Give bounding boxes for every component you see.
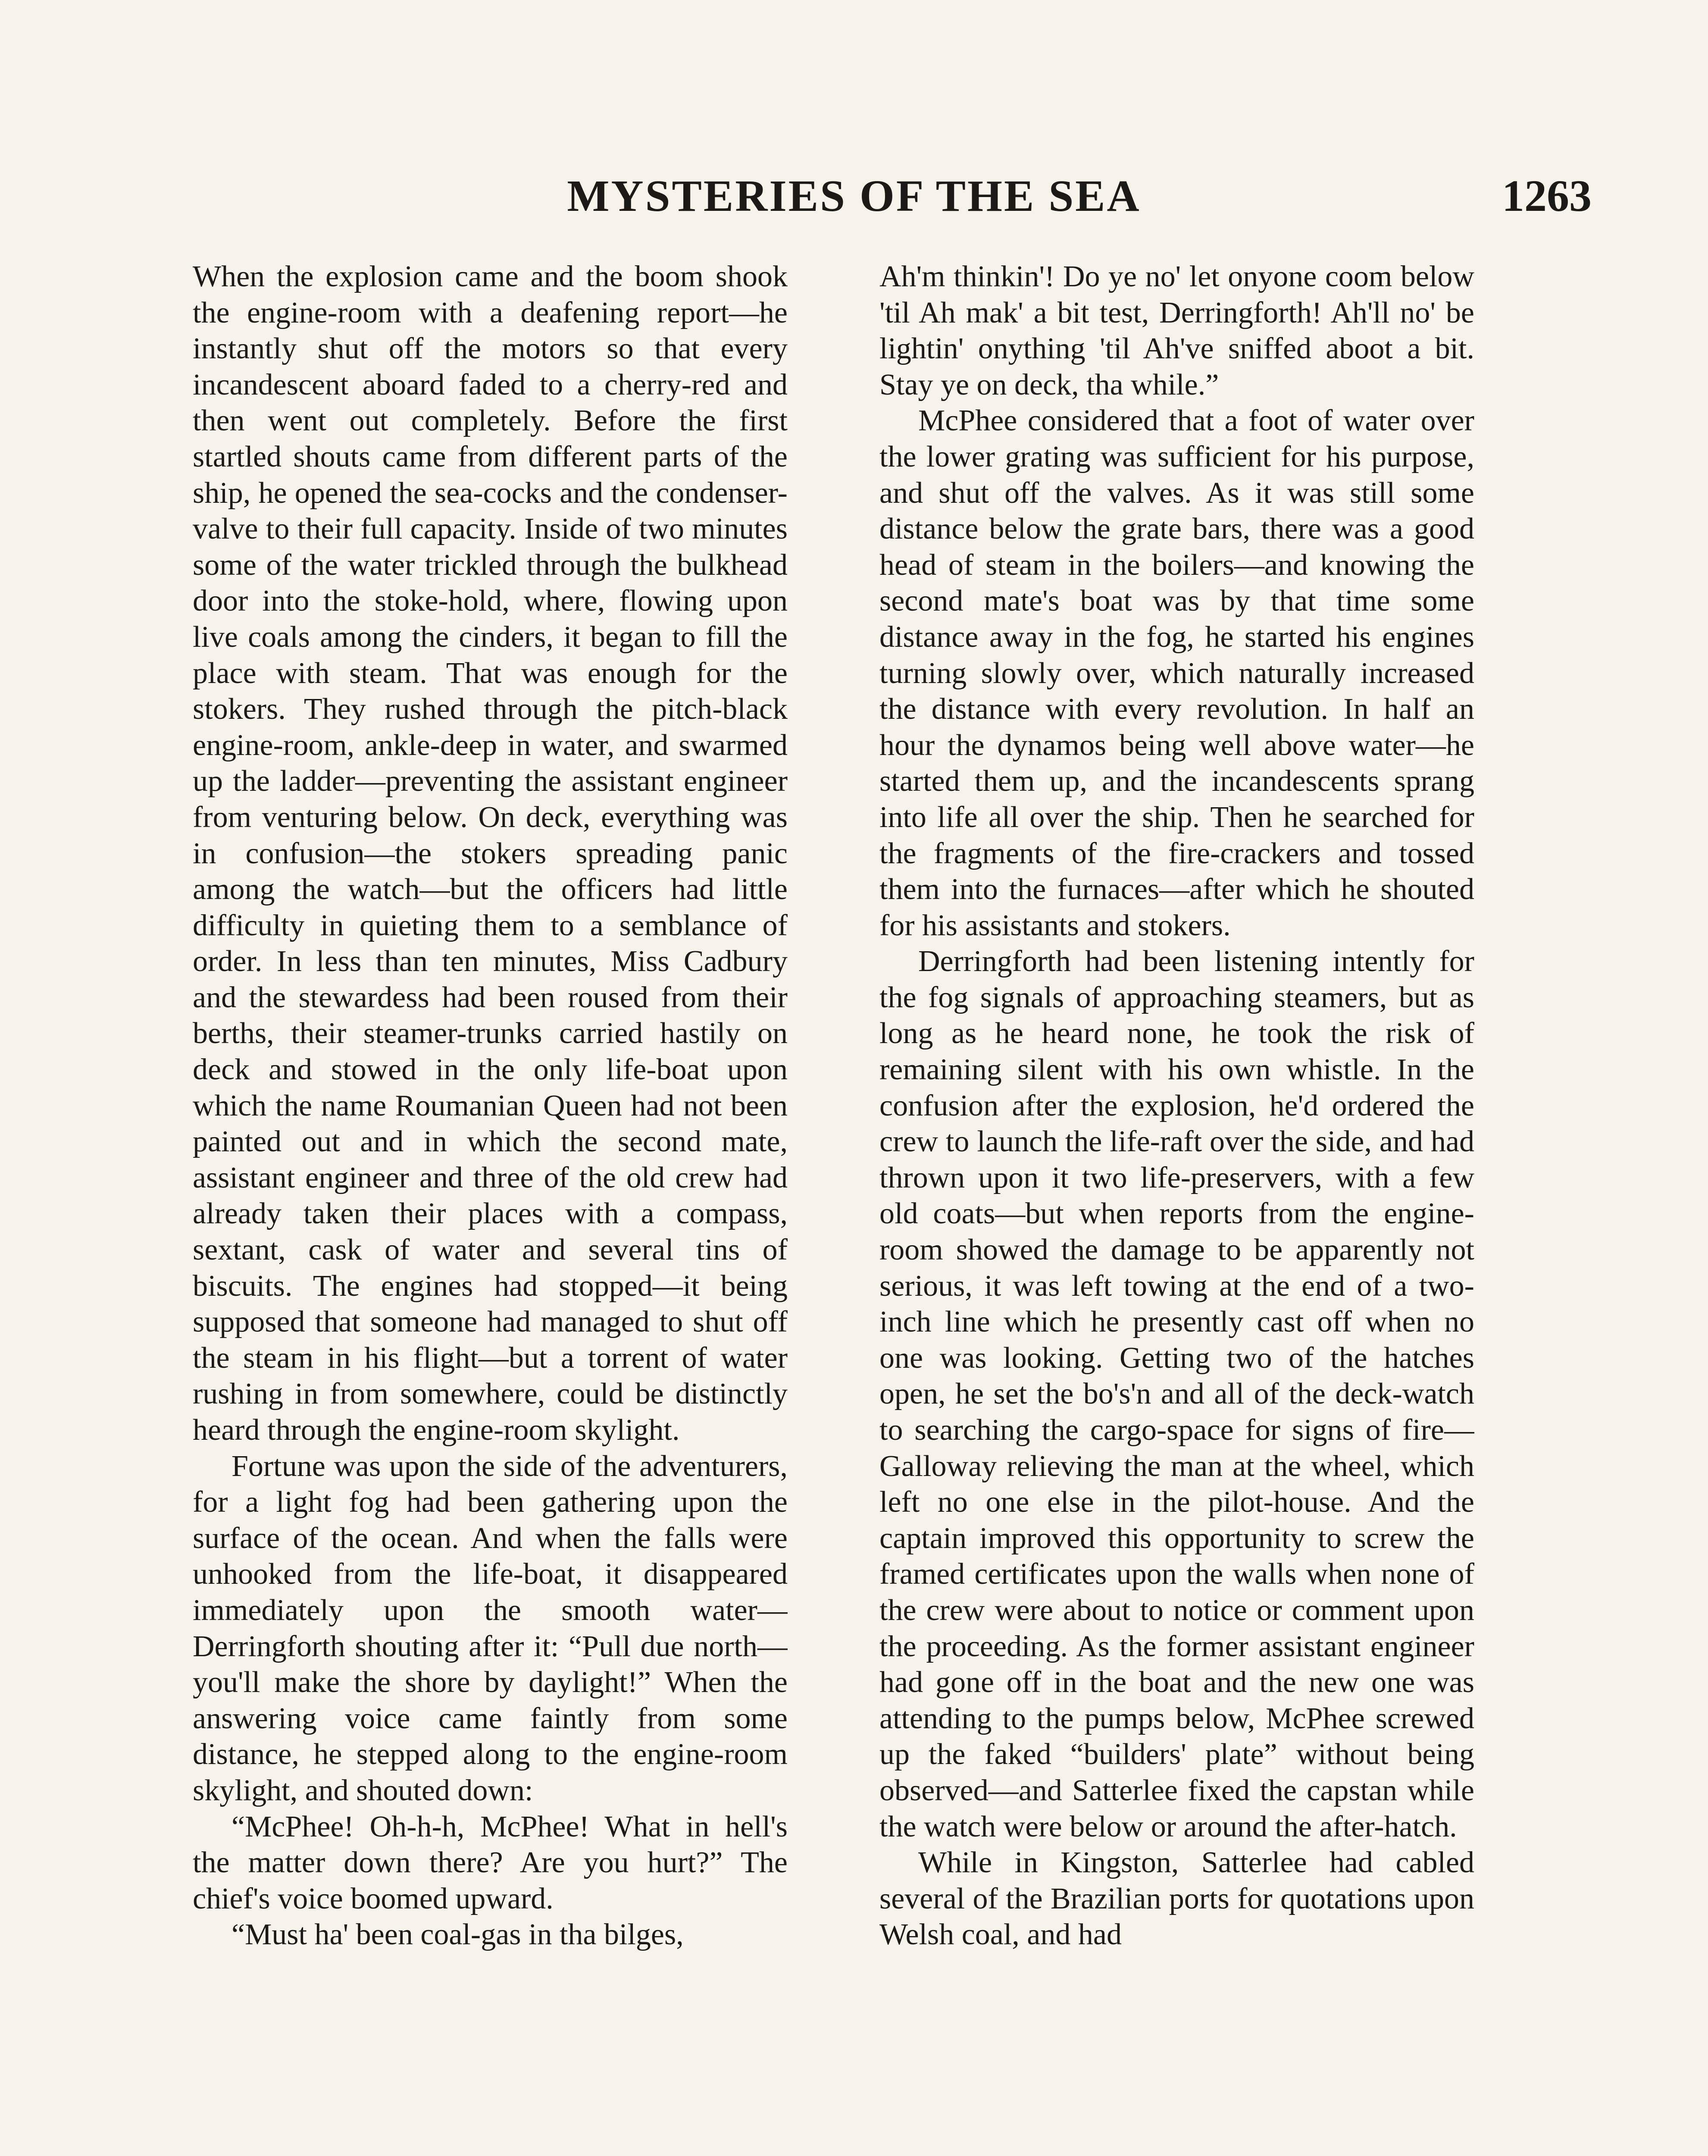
- paragraph: “McPhee! Oh-h-h, McPhee! What in hell's the matter down there? Are you hurt?” The chief's voice boomed upward.: [193, 1810, 788, 1915]
- paragraph: Fortune was upon the side of the adventurers, for a light fog had been gathering upon the surface of the ocean. And when the falls were unhooked from the life-boat, it disappeared immediately upon the smooth water—Derringforth shouting after it: “Pull due north—you'll make the shore by daylight!” When the answering voice came faintly from some distance, he stepped along to the engine-room skylight, and shouted down:: [193, 1449, 788, 1807]
- page-header: [0, 166, 1708, 226]
- paragraph: McPhee considered that a foot of water over the lower grating was sufficient for his purpose, and shut off the valves. As it was still some distance below the grate bars, there was a good head of steam in the boilers—and knowing the second mate's boat was by that time some distance away in the fog, he started his engines turning slowly over, which naturally increased the distance with every revolution. In half an hour the dynamos being well above water—he started them up, and the incandescents sprang into life all over the ship. Then he searched for the fragments of the fire-crackers and tossed them into the furnaces—after which he shouted for his assistants and stokers.: [879, 404, 1474, 942]
- paragraph: Derringforth had been listening intently for the fog signals of approaching steamers, but as long as he heard none, he took the risk of remaining silent with his own whistle. In the confusion after the explosion, he'd ordered the crew to launch the life-raft over the side, and had thrown upon it two life-preservers, with a few old coats—but when reports from the engine-room showed the damage to be apparently not serious, it was left towing at the end of a two-inch line which he presently cast off when no one was looking. Getting two of the hatches open, he set the bo's'n and all of the deck-watch to searching the cargo-space for signs of fire—Galloway relieving the man at the wheel, which left no one else in the pilot-house. And the captain improved this opportunity to screw the framed certificates upon the walls when none of the crew were about to notice or comment upon the proceeding. As the former assistant engineer had gone off in the boat and the new one was attending to the pumps below, McPhee screwed up the faked “builders' plate” without being observed—and Satterlee fixed the capstan while the watch were below or around the after-hatch.: [879, 945, 1474, 1843]
- paragraph: When the explosion came and the boom shook the engine-room with a deafening report—he instantly shut off the motors so that every incandescent aboard faded to a cherry-red and then went out completely. Before the first startled shouts came from different parts of the ship, he opened the sea-cocks and the condenser-valve to their full capacity. Inside of two minutes some of the water trickled through the bulkhead door into the stoke-hold, where, flowing upon live coals among the cinders, it began to fill the place with steam. That was enough for the stokers. They rushed through the pitch-black engine-room, ankle-deep in water, and swarmed up the ladder—preventing the assistant engineer from venturing below. On deck, everything was in confusion—the stokers spreading panic among the watch—but the officers had little difficulty in quieting them to a semblance of order. In less than ten minutes, Miss Cadbury and the stewardess had been roused from their berths, their steamer-trunks carried hastily on deck and stowed in the only life-boat upon which the name Roumanian Queen had not been painted out and in which the second mate, assistant engineer and three of the old crew had already taken their places with a compass, sextant, cask of water and several tins of biscuits. The engines had stopped—it being supposed that someone had managed to shut off the steam in his flight—but a torrent of water rushing in from somewhere, could be distinctly heard through the engine-room skylight.: [193, 260, 788, 1447]
- text-column-right: [879, 259, 1474, 2156]
- running-title: MYSTERIES OF THE SEA: [567, 171, 1141, 221]
- page-number: 1263: [1502, 171, 1592, 221]
- paragraph: While in Kingston, Satterlee had cabled several of the Brazilian ports for quotations upon Welsh coal, and had: [879, 1846, 1474, 1952]
- text-column-left: [193, 259, 788, 2156]
- paragraph: Ah'm thinkin'! Do ye no' let onyone coom below 'til Ah mak' a bit test, Derringforth! Ah'll no' be lightin' onything 'til Ah've sniffed aboot a bit. Stay ye on deck, tha while.”: [879, 260, 1474, 401]
- paragraph: “Must ha' been coal-gas in tha bilges,: [231, 1918, 684, 1952]
